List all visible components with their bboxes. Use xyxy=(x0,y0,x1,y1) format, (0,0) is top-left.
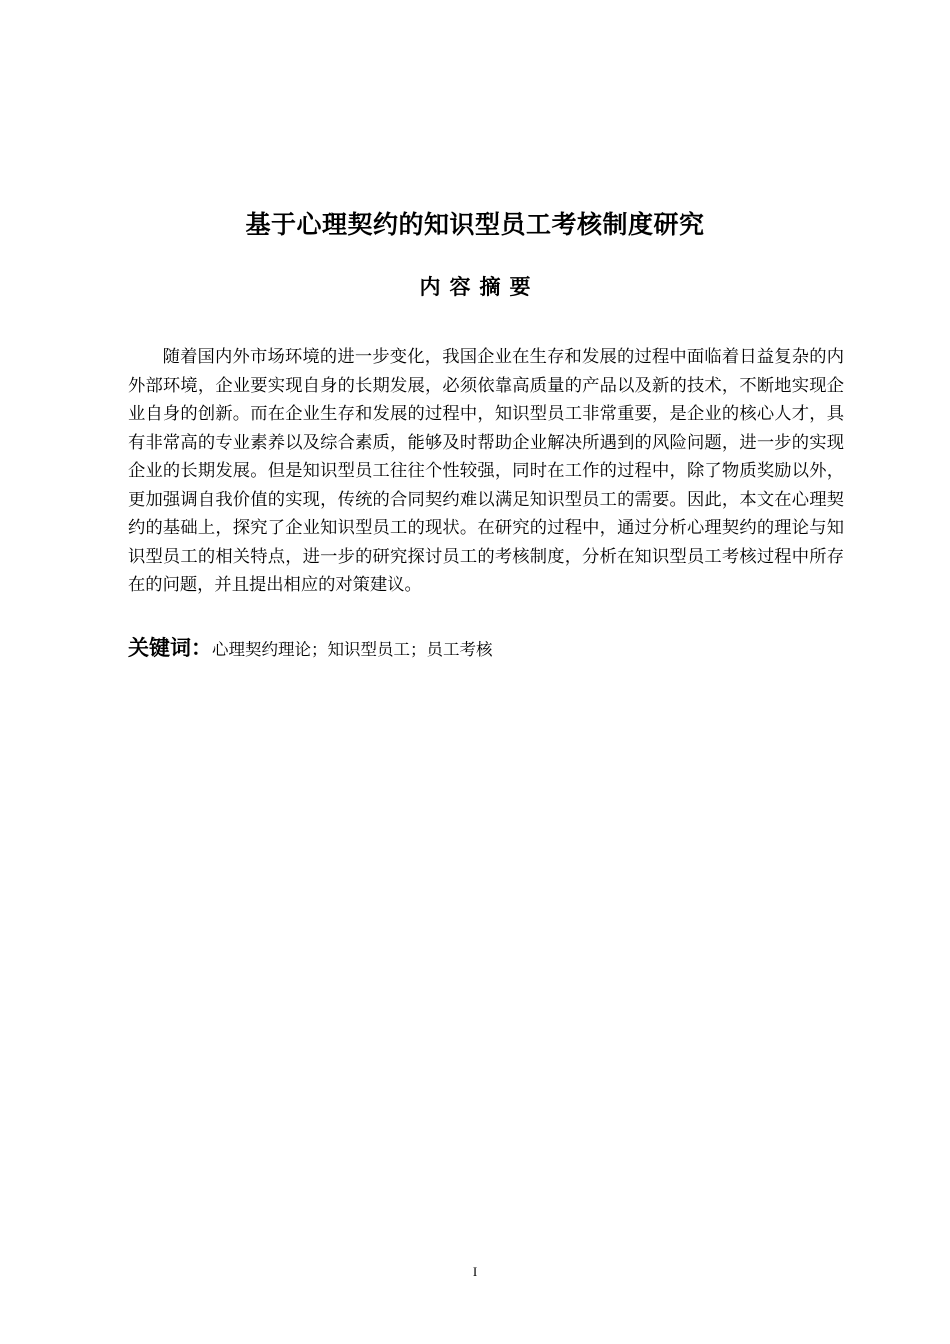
abstract-heading: 内容摘要 xyxy=(419,275,540,299)
keywords-line xyxy=(128,631,844,667)
page-number: I xyxy=(472,1264,478,1279)
page-title: 基于心理契约的知识型员工考核制度研究 xyxy=(245,210,705,239)
keywords-text: 心理契约理论；知识型员工；员工考核 xyxy=(212,640,493,659)
keywords-label: 关键词： xyxy=(128,636,212,660)
abstract-paragraph: 随着国内外市场环境的进一步变化，我国企业在生存和发展的过程中面临着日益复杂的内外部环境，企业要实现自身的长期发展，必须依靠高质量的产品以及新的技术，不断地实现企业自身的创新。而在企业生存和发展的过程中，知识型员工非常重要，是企业的核心人才，具有非常高的专业素养以及综合素质，能够及时帮助企业解决所遇到的风险问题，进一步的实现企业的长期发展。但是知识型员工往往个性较强，同时在工作的过程中，除了物质奖励以外，更加强调自我价值的实现，传统的合同契约难以满足知识型员工的需要。因此，本文在心理契约的基础上，探究了企业知识型员工的现状。在研究的过程中，通过分析心理契约的理论与知识型员工的相关特点，进一步的研究探讨员工的考核制度，分析在知识型员工考核过程中所存在的问题，并且提出相应的对策建议。 xyxy=(128,347,844,595)
